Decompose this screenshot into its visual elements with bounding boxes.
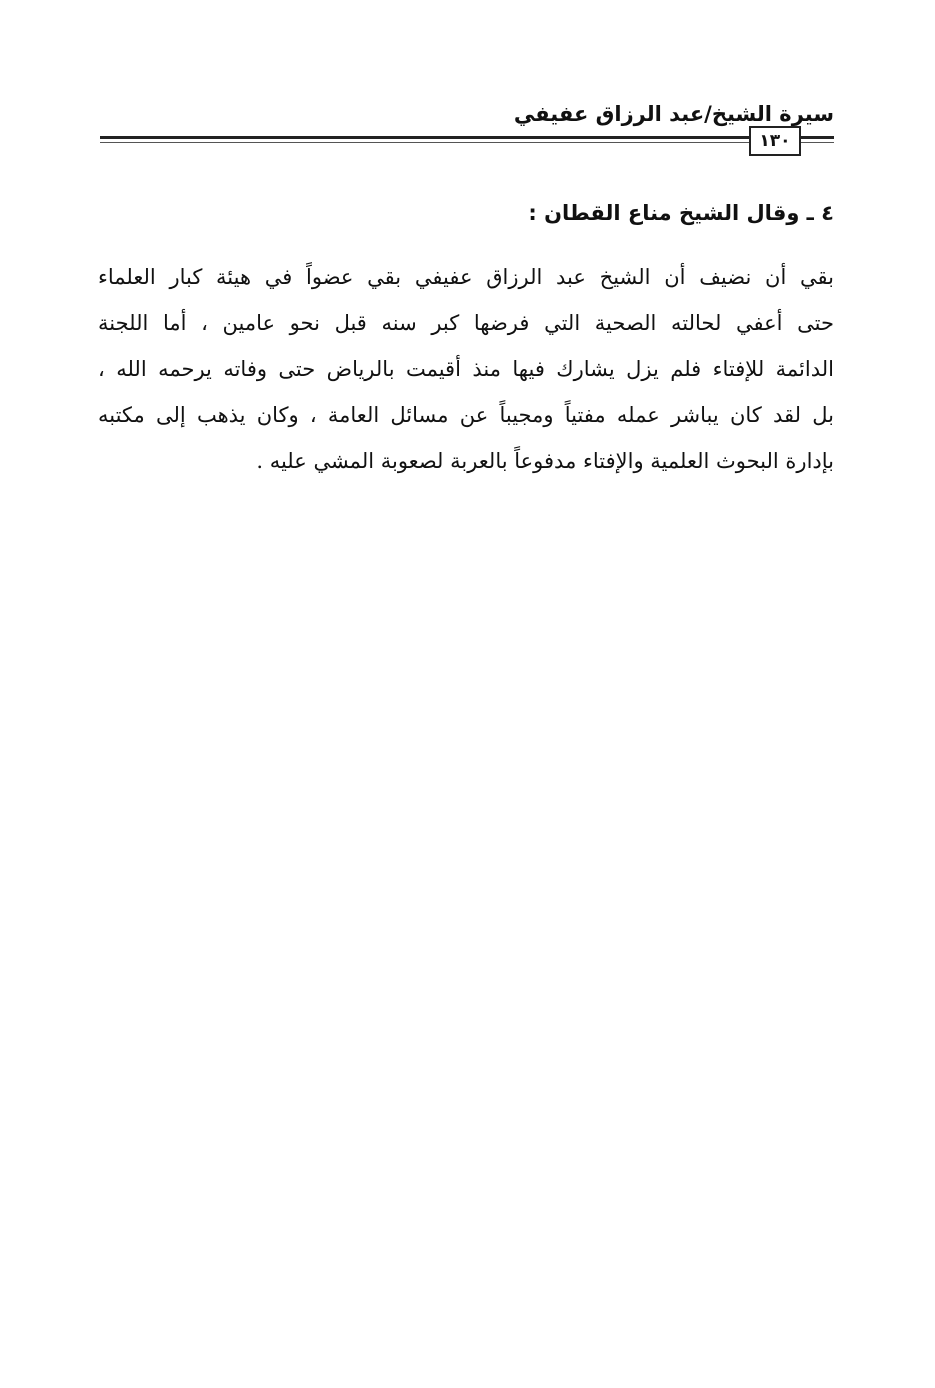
running-header: [100, 100, 834, 160]
header-rule: [100, 136, 834, 139]
paragraph-line: حتى أعفي لحالته الصحية التي فرضها كبر سنه قبل نحو عامين ، أما اللجنة: [98, 311, 834, 335]
section-heading: ٤ ـ وقال الشيخ مناع القطان :: [528, 201, 834, 225]
page-number: ١٣٠: [749, 126, 801, 156]
paragraph-line: بل لقد كان يباشر عمله مفتياً ومجيباً عن مسائل العامة ، وكان يذهب إلى مكتبه: [98, 403, 834, 427]
book-title: سيرة الشيخ/عبد الرزاق عفيفي: [513, 102, 834, 126]
paragraph-line: الدائمة للإفتاء فلم يزل يشارك فيها منذ أقيمت بالرياض حتى وفاته يرحمه الله ،: [98, 357, 834, 381]
paragraph-line: بقي أن نضيف أن الشيخ عبد الرزاق عفيفي بقي عضواً في هيئة كبار العلماء: [98, 265, 834, 289]
paragraph-line: بإدارة البحوث العلمية والإفتاء مدفوعاً بالعربة لصعوبة المشي عليه .: [256, 449, 834, 473]
body-paragraph: [98, 254, 834, 484]
header-rule-thin: [100, 142, 834, 143]
